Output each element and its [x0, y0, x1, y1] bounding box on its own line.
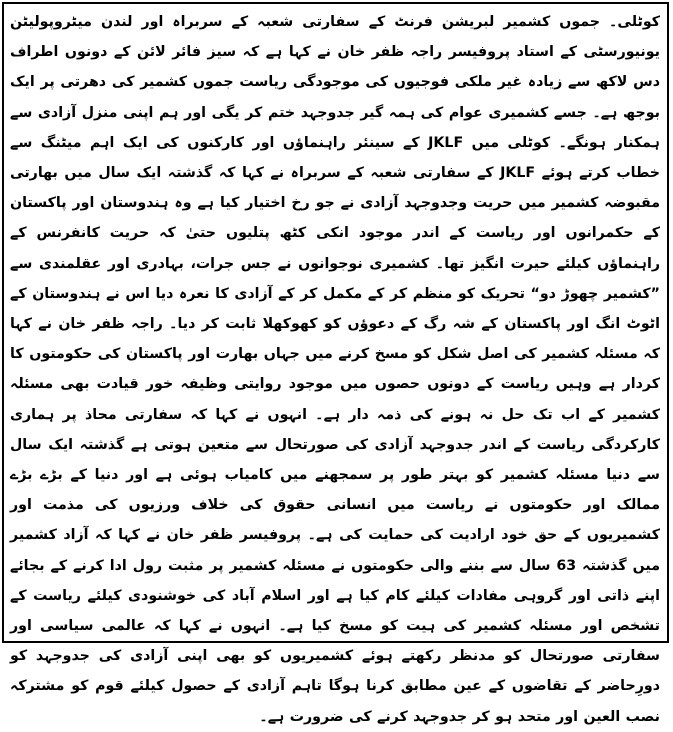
article-body: کوٹلی۔ جموں کشمیر لبریشن فرنٹ کے سفارتی شعبہ کے سربراہ اور لندن میٹروپولیٹن یونیورسٹی کے استاد پروفیسر راجہ ظفر خان نے کہا ہے کہ سیز فائر لائن کے دونوں اطراف دس لاکھ سے زیادہ غیر ملکی فوجیوں کی موجودگی ریاست جموں کشمیر کی دھرتی پر ایک بوجھ ہے۔ جسے کشمیری عوام کی ہمہ گیر جدوجہد ختم کر یگی اور ہم اپنی منزل آزادی سے ہمکنار ہونگے۔ کوٹلی میں JKLF کے سینئر راہنماؤں اور کارکنوں کی ایک اہم میٹنگ سے خطاب کرتے ہوئے JKLF کے سفارتی شعبہ کے سربراہ نے کہا کہ گذشتہ ایک سال میں بھارتی مقبوضہ کشمیر میں حریت وجدوجہد آزادی نے جو رخ اختیار کیا ہے وہ ہندوستان اور پاکستان کے حکمرانوں اور ریاست کے اندر موجود انکی کٹھ پتلیوں حتیٰ کہ حریت کانفرنس کے راہنماؤں کیلئے حیرت انگیز تھا۔ کشمیری نوجوانوں نے جس جرات، بہادری اور عقلمندی سے ”کشمیر چھوڑ دو“ تحریک کو منظم کر کے مکمل کر کے آزادی کا نعرہ دیا اس نے ہندوستان کے اٹوٹ انگ اور پاکستان کے شہ رگ کے دعوؤں کو کھوکھلا ثابت کر دیا۔ راجہ ظفر خان نے کہا کہ مسئلہ کشمیر کی اصل شکل کو مسخ کرنے میں جہاں بھارت اور پاکستان کی حکومتوں کا کردار ہے وہیں ریاست کے دونوں حصوں میں موجود روایتی وظیفہ خور قیادت بھی مسئلہ کشمیر کے اب تک حل نہ ہونے کی ذمہ دار ہے۔ انہوں نے کہا کہ سفارتی محاذ پر ہماری کارکردگی ریاست کے اندر جدوجہد آزادی کی صورتحال سے متعین ہوتی ہے گذشتہ ایک سال سے دنیا مسئلہ کشمیر کو بہتر طور پر سمجھنے میں کامیاب ہوئی ہے اور دنیا کے بڑے بڑے ممالک اور حکومتوں نے ریاست میں انسانی حقوق کی خلاف ورزیوں کی مذمت اور کشمیریوں کے حق خود ارادیت کی حمایت کی ہے۔ پروفیسر ظفر خان نے کہا کہ آزاد کشمیر میں گذشتہ 63 سال سے بننے والی حکومتوں نے مسئلہ کشمیر پر مثبت رول ادا کرنے کے بجائے اپنے ذاتی اور گروہی مفادات کیلئے کام کیا ہے اور اسلام آباد کی خوشنودی کیلئے ریاست کے تشخص اور مسئلہ کشمیر کی ہیت کو مسخ کیا ہے۔ انہوں نے کہا کہ عالمی سیاسی اور سفارتی صورتحال کو مدنظر رکھتے ہوئے کشمیریوں کو بھی اپنی آزادی کی جدوجہد کو دورِحاضر کے تقاضوں کے عین مطابق کرنا ہوگا تاہم آزادی کے حصول کیلئے قوم کو مشترکہ نصب العین اور متحد ہو کر جدوجہد کرنے کی ضرورت ہے۔ [10, 14, 660, 725]
article-frame [2, 2, 669, 725]
